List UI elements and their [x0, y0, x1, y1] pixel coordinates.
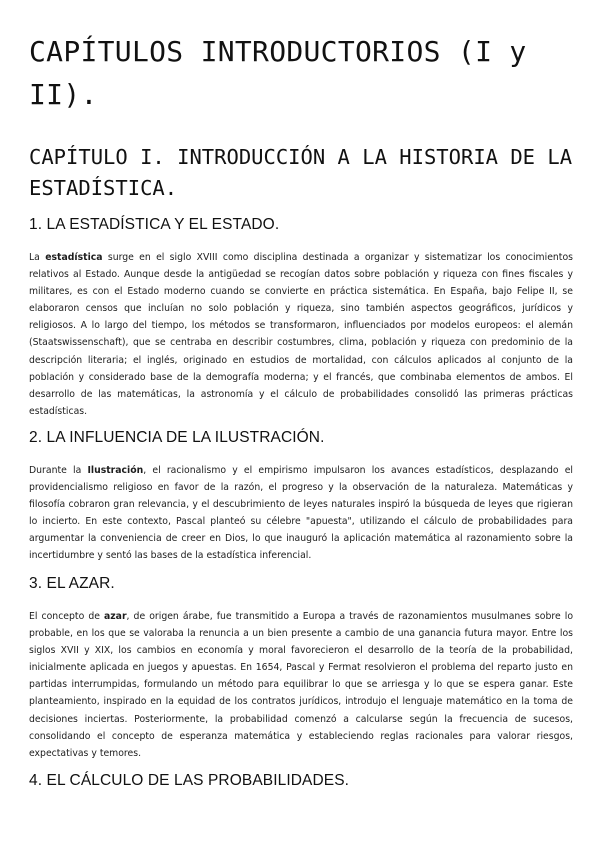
paragraph-text: , de origen árabe, fue transmitido a Europa a través de razonamientos musulmanes sobre lo probable, en los que se valoraba la renuncia a un bien presente a cambio de una ganancia futura mayor. Entre los siglos XVII y XIX, los cambios en economía y moral favorecieron el desarrollo de la teoría de la probabilidad, inicialmente aplicada en juegos y apuestas. En 1654, Pascal y Fermat resolvieron el problema del reparto justo en partidas interrumpidas, formulando un método para equilibrar lo que se arriesga y lo que se espera ganar. Este planteamiento, inspirado en la equidad de los contratos jurídicos, introdujo el lenguaje matemático en la toma de decisiones inciertas. Posteriormente, la probabilidad comenzó a calcularse según la frecuencia de sucesos, consolidando el concepto de esperanza matemática y estableciendo reglas racionales para valorar riesgos, expectativas y temores. [29, 611, 574, 759]
section-heading-1: 1. LA ESTADÍSTICA Y EL ESTADO. [29, 216, 280, 233]
paragraph-text: Durante la [29, 465, 88, 476]
chapter-title: CAPÍTULO I. INTRODUCCIÓN A LA HISTORIA DE LA ESTADÍSTICA. [29, 145, 573, 200]
paragraph-text: La [29, 252, 46, 263]
key-term: estadística [45, 252, 103, 263]
document-title: CAPÍTULOS INTRODUCTORIOS (I y II). [29, 35, 527, 111]
section-heading-2: 2. LA INFLUENCIA DE LA ILUSTRACIÓN. [29, 429, 325, 446]
paragraph-text: , el racionalismo y el empirismo impulsaron los avances estadísticos, desplazando el providencialismo religioso en favor de la razón, el progreso y la observación de la naturaleza. Matemáticas y filosofía cobraron gran relevancia, y el descubrimiento de leyes naturales inspiró la búsqueda de leyes que rigieran lo incierto. En este contexto, Pascal planteó su célebre "apuesta", utilizando el cálculo de probabilidades para argumentar la conveniencia de creer en Dios, lo que inauguró la aplicación matemática al razonamiento sobre la incertidumbre y sentó las bases de la estadística inferencial. [29, 465, 573, 562]
paragraph-text: surge en el siglo XVIII como disciplina destinada a organizar y sistematizar los conocimientos relativos al Estado. Aunque desde la antigüedad se recogían datos sobre población y riqueza con fines fiscales y militares, es con el Estado moderno cuando se convierte en práctica sistemática. En España, bajo Felipe II, se elaboraron censos que incluían no solo población y riqueza, sino también aspectos geográficos, jurídicos y religiosos. A lo largo del tiempo, los métodos se transformaron, influenciados por modelos europeos: el alemán (Staatswissenschaft), que se centraba en describir costumbres, clima, población y riqueza con predominio de la descripción literaria; el inglés, originado en estudios de mortalidad, con cálculos aplicados al conjunto de la población y considerado base de la demografía moderna; y el francés, que combinaba elementos de ambos. El desarrollo de las matemáticas, la astronomía y el cálculo de probabilidades consolidó las primeras prácticas estadísticas. [29, 252, 573, 417]
key-term: azar [104, 611, 127, 622]
section-paragraph-1 [29, 249, 573, 420]
section-paragraph-3 [29, 608, 573, 762]
section-paragraph-2 [29, 462, 573, 565]
paragraph-text: El concepto de [29, 611, 104, 622]
key-term: Ilustración [87, 465, 144, 476]
section-heading-3: 3. EL AZAR. [29, 575, 115, 592]
section-heading-4: 4. EL CÁLCULO DE LAS PROBABILIDADES. [29, 772, 350, 789]
